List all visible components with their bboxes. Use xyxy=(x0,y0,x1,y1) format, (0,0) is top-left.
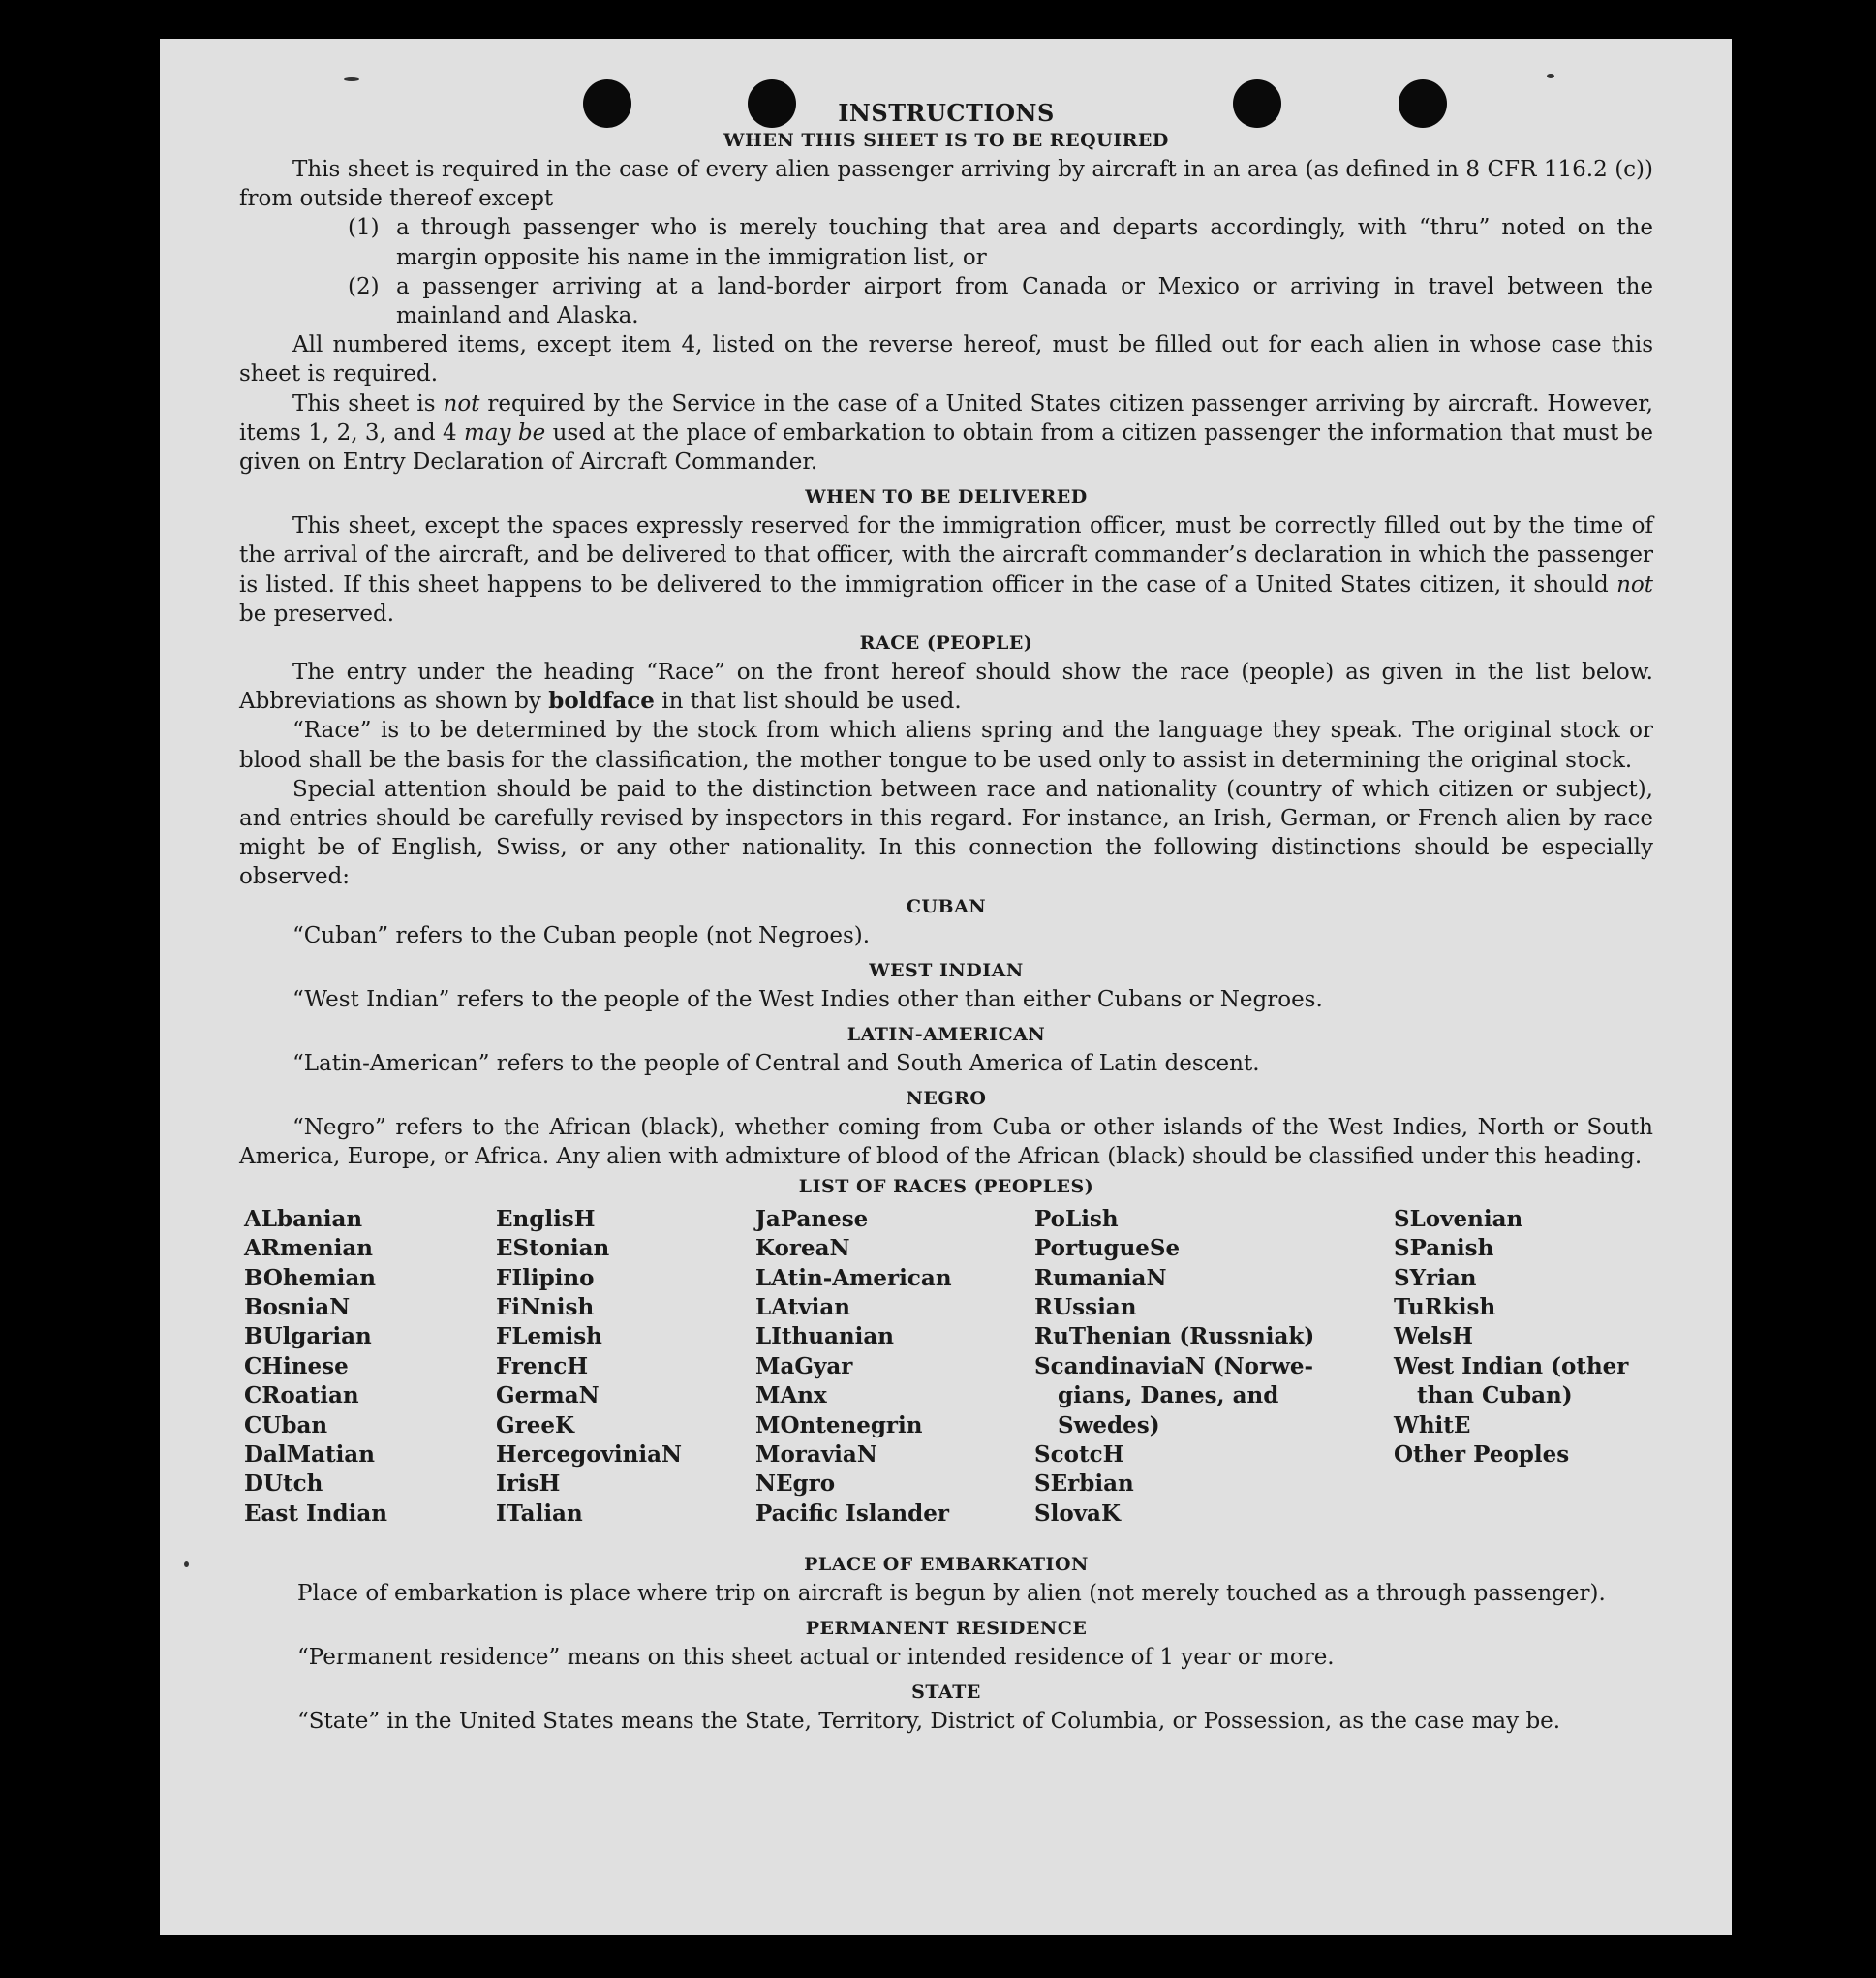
paragraph: “Race” is to be determined by the stock from which aliens spring and the language they speak. The original stock or blood shall be the basis for the classification, the mother tongue to be used only to assist in determining the original stock. xyxy=(239,718,1653,773)
race-item: ScotcH xyxy=(1034,1440,1124,1468)
heading-west-indian: WEST INDIAN xyxy=(869,959,1024,981)
paragraph: “State” in the United States means the State, Territory, District of Columbia, or Possession, as the case may be. xyxy=(297,1709,1561,1735)
race-item: IrisH xyxy=(496,1470,561,1498)
race-item: EStonian xyxy=(496,1235,610,1262)
race-item: TuRkish xyxy=(1394,1293,1496,1320)
paragraph: Place of embarkation is place where trip on aircraft is begun by alien (not merely touched as a through passenger). xyxy=(297,1580,1606,1606)
heading-latin-american: LATIN-AMERICAN xyxy=(846,1024,1046,1046)
race-item: PoLish xyxy=(1034,1205,1119,1232)
paragraph: This sheet, except the spaces expressly reserved for the immigration officer, must be correctly filled out by the time of the arrival of the aircraft, and be delivered to that officer, with the aircraft commander’s declaration in which the passenger is listed. If this sheet happens to be delivered to the immigration officer in the case of a United States citizen, it should not be preserved. xyxy=(239,513,1653,627)
heading-permanent-residence: PERMANENT RESIDENCE xyxy=(805,1617,1088,1639)
race-item: NEgro xyxy=(755,1470,836,1498)
race-item: LAtin-American xyxy=(755,1264,952,1291)
race-item: West Indian (other xyxy=(1394,1352,1629,1379)
race-item: GreeK xyxy=(496,1411,575,1438)
paragraph: The entry under the heading “Race” on the front hereof should show the race (people) as given in the list below. Abbreviations as shown by boldface in that list should be used. xyxy=(239,660,1653,715)
race-item: SPanish xyxy=(1394,1235,1494,1262)
item-text: a through passenger who is merely touching that area and departs accordingly, with “thru” noted on the margin opposite his name in the immigration list, or xyxy=(396,215,1653,270)
paragraph: “West Indian” refers to the people of the West Indies other than either Cubans or Negroes. xyxy=(292,986,1323,1012)
race-item: LAtvian xyxy=(755,1293,850,1320)
paragraph: This sheet is required in the case of every alien passenger arriving by aircraft in an area (as defined in 8 CFR 116.2 (c)) from outside thereof except xyxy=(239,157,1653,212)
heading-negro: NEGRO xyxy=(906,1088,987,1110)
item-number: (2) xyxy=(348,273,380,299)
race-item: FLemish xyxy=(496,1323,602,1350)
race-item: WelsH xyxy=(1394,1323,1474,1350)
race-item: SErbian xyxy=(1034,1470,1134,1498)
race-item: ALbanian xyxy=(244,1205,363,1232)
heading-when-delivered: WHEN TO BE DELIVERED xyxy=(805,486,1088,509)
race-item: CHinese xyxy=(244,1352,349,1379)
race-item: Pacific Islander xyxy=(755,1499,949,1527)
race-item: Other Peoples xyxy=(1394,1440,1570,1468)
races-column-1 xyxy=(244,1205,387,1529)
race-item: MaGyar xyxy=(755,1352,853,1379)
document-page xyxy=(160,39,1732,1935)
paragraph: All numbered items, except item 4, listed on the reverse hereof, must be filled out for each alien in whose case this sheet is required. xyxy=(239,332,1653,387)
race-item: MoraviaN xyxy=(755,1440,877,1468)
race-item: SlovaK xyxy=(1034,1499,1121,1527)
race-item: BOhemian xyxy=(244,1264,376,1291)
paragraph: Special attention should be paid to the distinction between race and nationality (country of which citizen or subject), and entries should be carefully revised by inspectors in this regard. For instance, an Irish, German, or French alien by race might be of English, Swiss, or any other nationality. In this connection the following distinctions should be especially observed: xyxy=(239,776,1653,890)
scan-mark xyxy=(344,77,359,81)
heading-list-of-races: LIST OF RACES (PEOPLES) xyxy=(798,1175,1094,1197)
heading-when-required: WHEN THIS SHEET IS TO BE REQUIRED xyxy=(723,130,1169,151)
races-column-4 xyxy=(1034,1205,1314,1529)
race-item: HercegoviniaN xyxy=(496,1440,683,1468)
list-item xyxy=(348,213,1653,271)
race-item: DUtch xyxy=(244,1470,323,1498)
race-item: ARmenian xyxy=(244,1235,374,1262)
race-item: WhitE xyxy=(1394,1411,1471,1438)
race-item: BosniaN xyxy=(244,1293,351,1320)
race-item: JaPanese xyxy=(755,1205,869,1232)
race-item: MOntenegrin xyxy=(755,1411,923,1438)
race-item: CUban xyxy=(244,1411,328,1438)
item-number: (1) xyxy=(348,215,380,241)
race-item: LIthuanian xyxy=(755,1323,894,1350)
race-item: gians, Danes, and xyxy=(1058,1382,1279,1409)
race-item: FiNnish xyxy=(496,1293,595,1320)
paragraph: “Latin-American” refers to the people of Central and South America of Latin descent. xyxy=(292,1051,1260,1077)
race-item: KoreaN xyxy=(755,1235,850,1262)
race-item: CRoatian xyxy=(244,1382,359,1409)
race-item: EnglisH xyxy=(496,1205,596,1232)
item-text: a passenger arriving at a land-border airport from Canada or Mexico or arriving in travel between the mainland and Alaska. xyxy=(396,273,1653,329)
paragraph: “Negro” refers to the African (black), whether coming from Cuba or other islands of the West Indies, North or South America, Europe, or Africa. Any alien with admixture of blood of the African (black) should be classified under this heading. xyxy=(239,1115,1653,1170)
heading-place-of-embarkation: PLACE OF EMBARKATION xyxy=(804,1553,1089,1575)
race-item: East Indian xyxy=(244,1499,387,1527)
race-item: PortugueSe xyxy=(1034,1235,1181,1262)
race-item: ITalian xyxy=(496,1499,583,1527)
scan-mark xyxy=(184,1561,189,1567)
race-item: Swedes) xyxy=(1058,1411,1160,1438)
race-item: GermaN xyxy=(496,1382,600,1409)
race-item: BUlgarian xyxy=(244,1323,372,1350)
race-item: FIlipino xyxy=(496,1264,595,1291)
race-item: SYrian xyxy=(1394,1264,1477,1291)
races-column-5 xyxy=(1394,1205,1628,1470)
race-item: ScandinaviaN (Norwe- xyxy=(1034,1352,1314,1379)
races-list xyxy=(239,1201,1653,1550)
race-item: RUssian xyxy=(1034,1293,1137,1320)
scan-mark xyxy=(1547,74,1554,78)
instructions-body xyxy=(239,99,1653,1736)
heading-cuban: CUBAN xyxy=(906,895,987,917)
race-item: MAnx xyxy=(755,1382,827,1409)
list-item xyxy=(348,272,1653,330)
race-item: SLovenian xyxy=(1394,1205,1523,1232)
races-column-2 xyxy=(496,1205,682,1529)
race-item: RuThenian (Russniak) xyxy=(1034,1323,1315,1350)
document-title: INSTRUCTIONS xyxy=(838,99,1055,127)
race-item: FrencH xyxy=(496,1352,589,1379)
races-column-3 xyxy=(755,1205,952,1529)
paragraph: This sheet is not required by the Service in the case of a United States citizen passenger arriving by aircraft. However, items 1, 2, 3, and 4 may be used at the place of embarkation to obtain from a citizen passenger the information that must be given on Entry Declaration of Aircraft Commander. xyxy=(239,390,1653,476)
heading-race: RACE (PEOPLE) xyxy=(859,633,1033,655)
race-item: RumaniaN xyxy=(1034,1264,1167,1291)
paragraph: “Cuban” refers to the Cuban people (not Negroes). xyxy=(292,922,871,948)
race-item: DalMatian xyxy=(244,1440,375,1468)
paragraph: “Permanent residence” means on this sheet actual or intended residence of 1 year or more. xyxy=(297,1644,1335,1670)
race-item: than Cuban) xyxy=(1417,1382,1573,1409)
heading-state: STATE xyxy=(911,1682,981,1704)
